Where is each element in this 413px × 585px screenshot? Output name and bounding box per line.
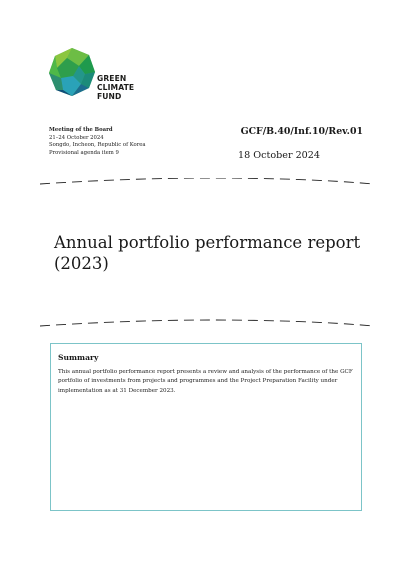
summary-heading: Summary [58,353,99,362]
summary-text: This annual portfolio performance report presents a review and analysis of the performance of the GCF portfolio of investments from projects and programmes and the Project Preparation Facility under implementation as at 31 December 2023. [58,369,353,394]
document-date: 18 October 2024 [238,150,320,161]
meeting-location: Songdo, Incheon, Republic of Korea [49,142,146,149]
meeting-dates: 21–24 October 2024 [49,134,104,141]
summary-box [50,343,362,511]
agenda-item: Provisional agenda item 9 [49,149,119,156]
title-line-1: Annual portfolio performance report [54,233,361,252]
meeting-info [49,127,146,157]
green-climate-fund-globe-icon [49,48,95,98]
divider-top [40,178,373,186]
meeting-title: Meeting of the Board [49,127,113,133]
document-reference: GCF/B.40/Inf.10/Rev.01 [240,126,363,137]
divider-bottom [40,319,373,327]
title-line-2: (2023) [54,254,109,273]
organization-name [97,74,134,101]
gcf-logo [49,48,149,108]
logo-text-line-1: GREEN [97,74,127,83]
logo-text-line-2: CLIMATE [97,83,135,92]
logo-text-line-3: FUND [97,92,122,101]
document-title [54,232,374,274]
